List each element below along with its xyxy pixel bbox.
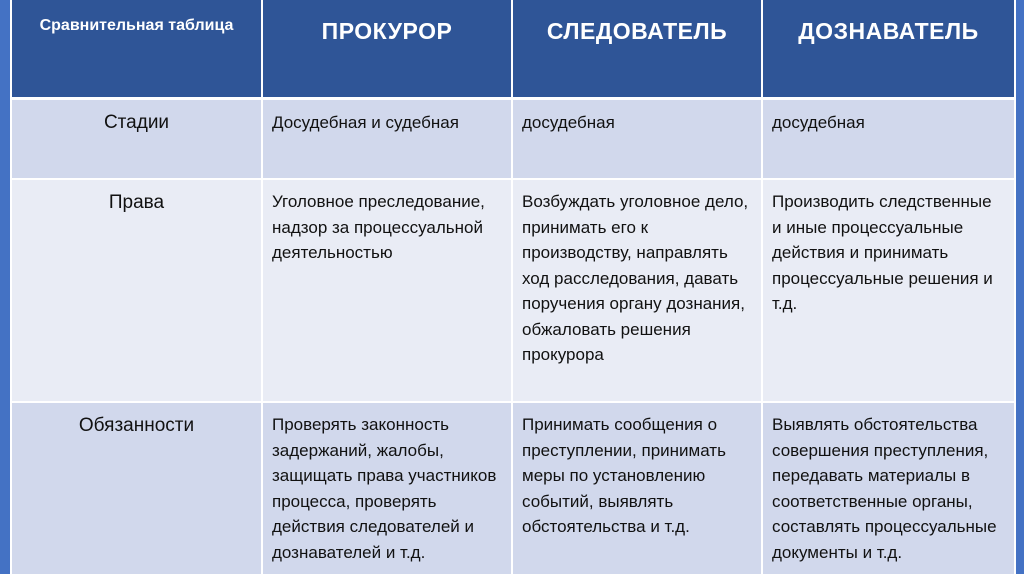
table-cell: Досудебная и судебная xyxy=(262,99,512,180)
table-cell: досудебная xyxy=(512,99,762,180)
table-cell: досудебная xyxy=(762,99,1015,180)
table-cell: Выявлять обстоятельства совершения преступления, передавать материалы в соответственные органы, составлять процессуальные документы и т.д. xyxy=(762,402,1015,574)
table-cell: Проверять законность задержаний, жалобы, защищать права участников процесса, проверять действия следователей и дознавателей и т.д. xyxy=(262,402,512,574)
header-row xyxy=(11,0,1015,99)
comparison-table xyxy=(10,0,1016,574)
row-header-rights: Права xyxy=(11,179,262,402)
table-row-rights xyxy=(11,179,1015,402)
table-cell: Принимать сообщения о преступлении, принимать меры по установлению событий, выявлять обстоятельства и т.д. xyxy=(512,402,762,574)
column-header-inquirer: ДОЗНАВАТЕЛЬ xyxy=(762,0,1015,99)
table-cell: Возбуждать уголовное дело, принимать его к производству, направлять ход расследования, давать поручения органу дознания, обжаловать решения прокурора xyxy=(512,179,762,402)
table-cell: Уголовное преследование, надзор за процессуальной деятельностью xyxy=(262,179,512,402)
table-row-duties xyxy=(11,402,1015,574)
corner-header: Сравнительная таблица xyxy=(11,0,262,99)
row-header-duties: Обязанности xyxy=(11,402,262,574)
table-row-stages xyxy=(11,99,1015,180)
column-header-prosecutor: ПРОКУРОР xyxy=(262,0,512,99)
column-header-investigator: СЛЕДОВАТЕЛЬ xyxy=(512,0,762,99)
table-cell: Производить следственные и иные процессуальные действия и принимать процессуальные решения и т.д. xyxy=(762,179,1015,402)
row-header-stages: Стадии xyxy=(11,99,262,180)
